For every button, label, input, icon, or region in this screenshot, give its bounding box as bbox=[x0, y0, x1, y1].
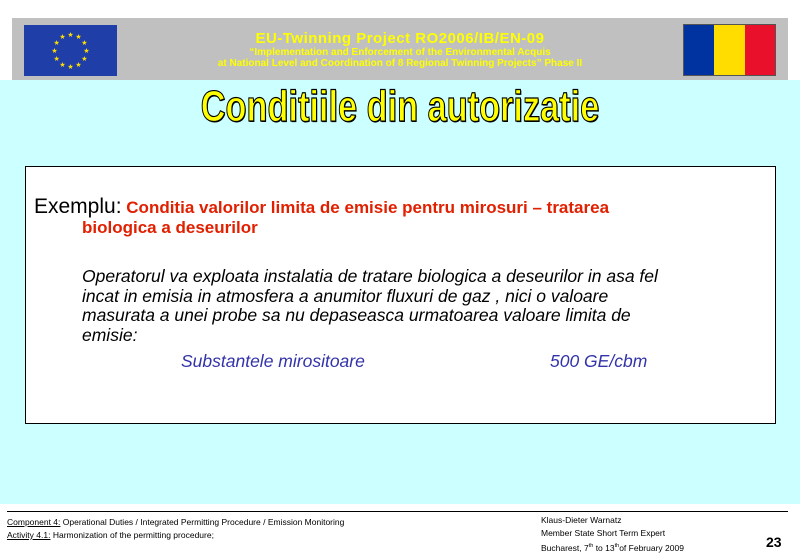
eu-star-icon: ★ bbox=[83, 48, 90, 55]
header-banner bbox=[12, 18, 788, 80]
activity-text: Harmonization of the permitting procedure; bbox=[50, 530, 214, 540]
eu-star-icon: ★ bbox=[67, 64, 74, 71]
flag-stripe-red bbox=[745, 25, 775, 75]
eu-flag-icon bbox=[24, 25, 117, 76]
date-sup2: th bbox=[614, 543, 620, 549]
flag-stripe-blue bbox=[684, 25, 714, 75]
example-text-line2: biologica a deseurilor bbox=[82, 218, 258, 237]
location-date bbox=[541, 540, 684, 553]
paragraph bbox=[82, 267, 772, 345]
activity-line bbox=[7, 529, 344, 542]
example-first-line bbox=[34, 197, 764, 218]
eu-star-icon: ★ bbox=[81, 40, 88, 47]
eu-star-icon: ★ bbox=[59, 61, 66, 69]
date-mid: to 13 bbox=[593, 542, 615, 553]
date-suffix: of February 2009 bbox=[619, 542, 684, 553]
content-box bbox=[25, 166, 776, 424]
project-title: EU-Twinning Project RO2006/IB/EN-09 bbox=[255, 30, 545, 47]
example-label: Exemplu: bbox=[34, 195, 122, 218]
component-line bbox=[7, 516, 344, 529]
eu-star-icon: ★ bbox=[51, 48, 58, 55]
footer-right bbox=[541, 514, 684, 553]
project-subtitle-line1: “Implementation and Enforcement of the Environmental Acquis bbox=[249, 47, 551, 58]
paragraph-line: incat in emisia in atmosfera a anumitor fluxuri de gaz , nici o valoare bbox=[82, 285, 609, 306]
eu-star-icon: ★ bbox=[53, 40, 60, 47]
author-role: Member State Short Term Expert bbox=[541, 528, 666, 538]
paragraph-line: masurata a unei probe sa nu depaseasca urmatoarea valoare limita de bbox=[82, 305, 631, 325]
example-block bbox=[34, 197, 764, 238]
header-text bbox=[122, 30, 678, 69]
project-subtitle-line2: at National Level and Coordination of 8 Regional Twinning Projects” Phase II bbox=[217, 58, 583, 69]
activity-label: Activity 4.1: bbox=[7, 530, 51, 540]
footer-divider bbox=[7, 511, 788, 512]
footer bbox=[0, 504, 800, 553]
flag-stripe-yellow bbox=[714, 25, 744, 75]
substance-value: 500 GE/cbm bbox=[550, 351, 648, 371]
author-name: Klaus-Dieter Warnatz bbox=[541, 515, 622, 525]
eu-star-icon: ★ bbox=[75, 34, 82, 42]
substance-label: Substantele mirositoare bbox=[181, 351, 365, 371]
page-number: 23 bbox=[766, 534, 782, 550]
eu-star-icon: ★ bbox=[81, 56, 88, 63]
component-text: Operational Duties / Integrated Permitting Procedure / Emission Monitoring bbox=[60, 517, 345, 527]
slide-title: Conditiile din autorizatie bbox=[200, 82, 600, 131]
paragraph-line: Operatorul va exploata instalatia de tratare biologica a deseurilor in asa fel bbox=[82, 266, 658, 286]
romania-flag-icon bbox=[683, 24, 776, 76]
date-sup1: th bbox=[588, 543, 594, 549]
eu-star-icon: ★ bbox=[53, 56, 60, 63]
slide-body bbox=[0, 80, 800, 504]
eu-star-icon: ★ bbox=[67, 32, 74, 39]
example-text-line1: Conditia valorilor limita de emisie pentru mirosuri – tratarea bbox=[126, 198, 610, 217]
eu-star-icon: ★ bbox=[59, 34, 66, 42]
paragraph-line: emisie: bbox=[82, 324, 138, 345]
eu-star-icon: ★ bbox=[75, 61, 82, 69]
component-label: Component 4: bbox=[7, 517, 61, 527]
date-prefix: Bucharest, 7 bbox=[541, 542, 589, 553]
footer-left bbox=[7, 516, 344, 542]
